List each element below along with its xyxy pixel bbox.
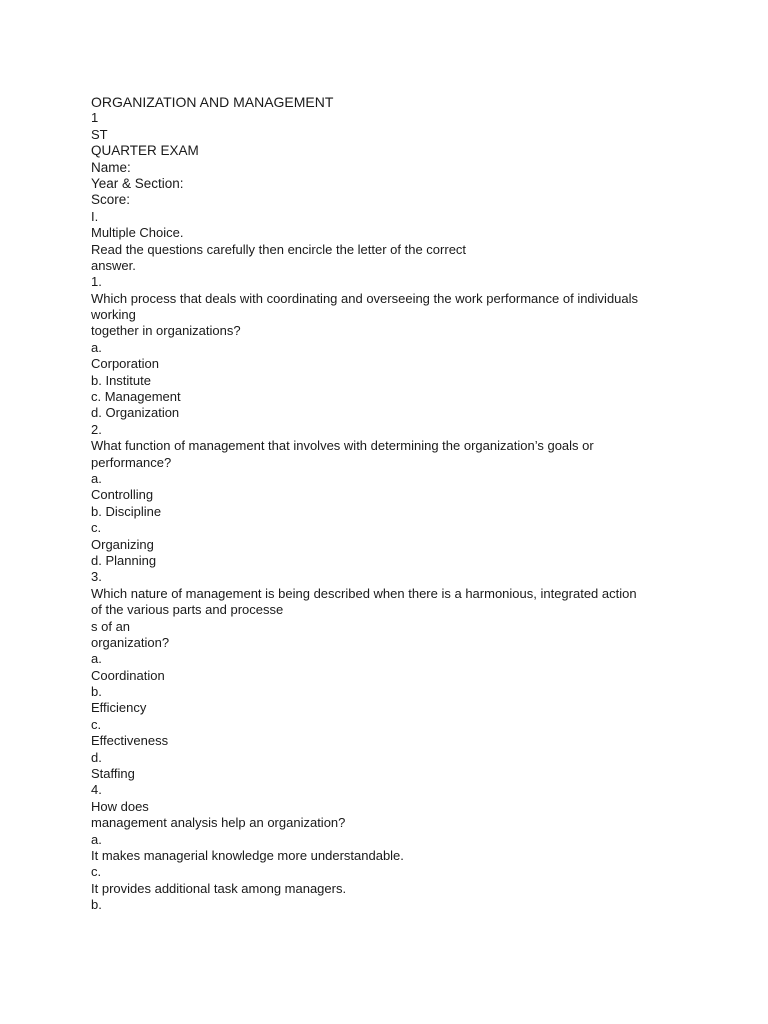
- choice-text: Coordination: [91, 667, 165, 683]
- section-heading: Multiple Choice.: [91, 225, 184, 241]
- question-number: 4.: [91, 782, 102, 798]
- question-text: management analysis help an organization?: [91, 815, 346, 831]
- question-text: organization?: [91, 634, 170, 650]
- choice-text: Controlling: [91, 487, 154, 503]
- choice-letter: a.: [91, 651, 102, 667]
- choice-text: It provides additional task among managers.: [91, 880, 347, 896]
- question-text: performance?: [91, 454, 172, 470]
- quarter-number: 1: [91, 110, 99, 126]
- question-text: Which process that deals with coordinating and overseeing the work performance of individuals: [91, 290, 639, 306]
- question-text: s of an: [91, 618, 131, 634]
- choice-text: Efficiency: [91, 700, 147, 716]
- choice-text: Corporation: [91, 356, 159, 372]
- choice-letter: a.: [91, 339, 102, 355]
- choice-text: b. Institute: [91, 372, 151, 388]
- question-text: How does: [91, 798, 149, 814]
- question-text: together in organizations?: [91, 323, 241, 339]
- score-field-label: Score:: [91, 192, 131, 208]
- question-text: working: [91, 307, 136, 323]
- choice-letter: c.: [91, 716, 102, 732]
- choice-letter: d.: [91, 749, 102, 765]
- question-number: 1.: [91, 274, 102, 290]
- instructions-continued: answer.: [91, 257, 136, 273]
- choice-text: Organizing: [91, 536, 154, 552]
- name-field-label: Name:: [91, 159, 131, 175]
- choice-letter: a.: [91, 831, 102, 847]
- choice-letter: a.: [91, 470, 102, 486]
- question-number: 3.: [91, 569, 102, 585]
- choice-letter: b.: [91, 897, 102, 913]
- question-text: Which nature of management is being described when there is a harmonious, integrated action: [91, 585, 637, 601]
- choice-text: Effectiveness: [91, 733, 169, 749]
- choice-text: c. Management: [91, 389, 181, 405]
- question-number: 2.: [91, 421, 102, 437]
- exam-subtitle: QUARTER EXAM: [91, 143, 199, 159]
- choice-text: d. Planning: [91, 552, 157, 568]
- exam-text: [91, 94, 731, 914]
- choice-text: d. Organization: [91, 405, 180, 421]
- choice-text: It makes managerial knowledge more understandable.: [91, 847, 404, 863]
- choice-text: Staffing: [91, 766, 135, 782]
- question-text: What function of management that involves with determining the organization’s goals or: [91, 438, 594, 454]
- exam-title: ORGANIZATION AND MANAGEMENT: [91, 94, 334, 110]
- quarter-suffix: ST: [91, 126, 108, 142]
- choice-letter: c.: [91, 520, 102, 536]
- choice-text: b. Discipline: [91, 503, 162, 519]
- choice-letter: b.: [91, 684, 102, 700]
- question-text: of the various parts and processe: [91, 602, 284, 618]
- instructions: Read the questions carefully then encircle the letter of the correct: [91, 241, 467, 257]
- year-section-field-label: Year & Section:: [91, 175, 184, 191]
- choice-letter: c.: [91, 864, 102, 880]
- section-number: I.: [91, 208, 99, 224]
